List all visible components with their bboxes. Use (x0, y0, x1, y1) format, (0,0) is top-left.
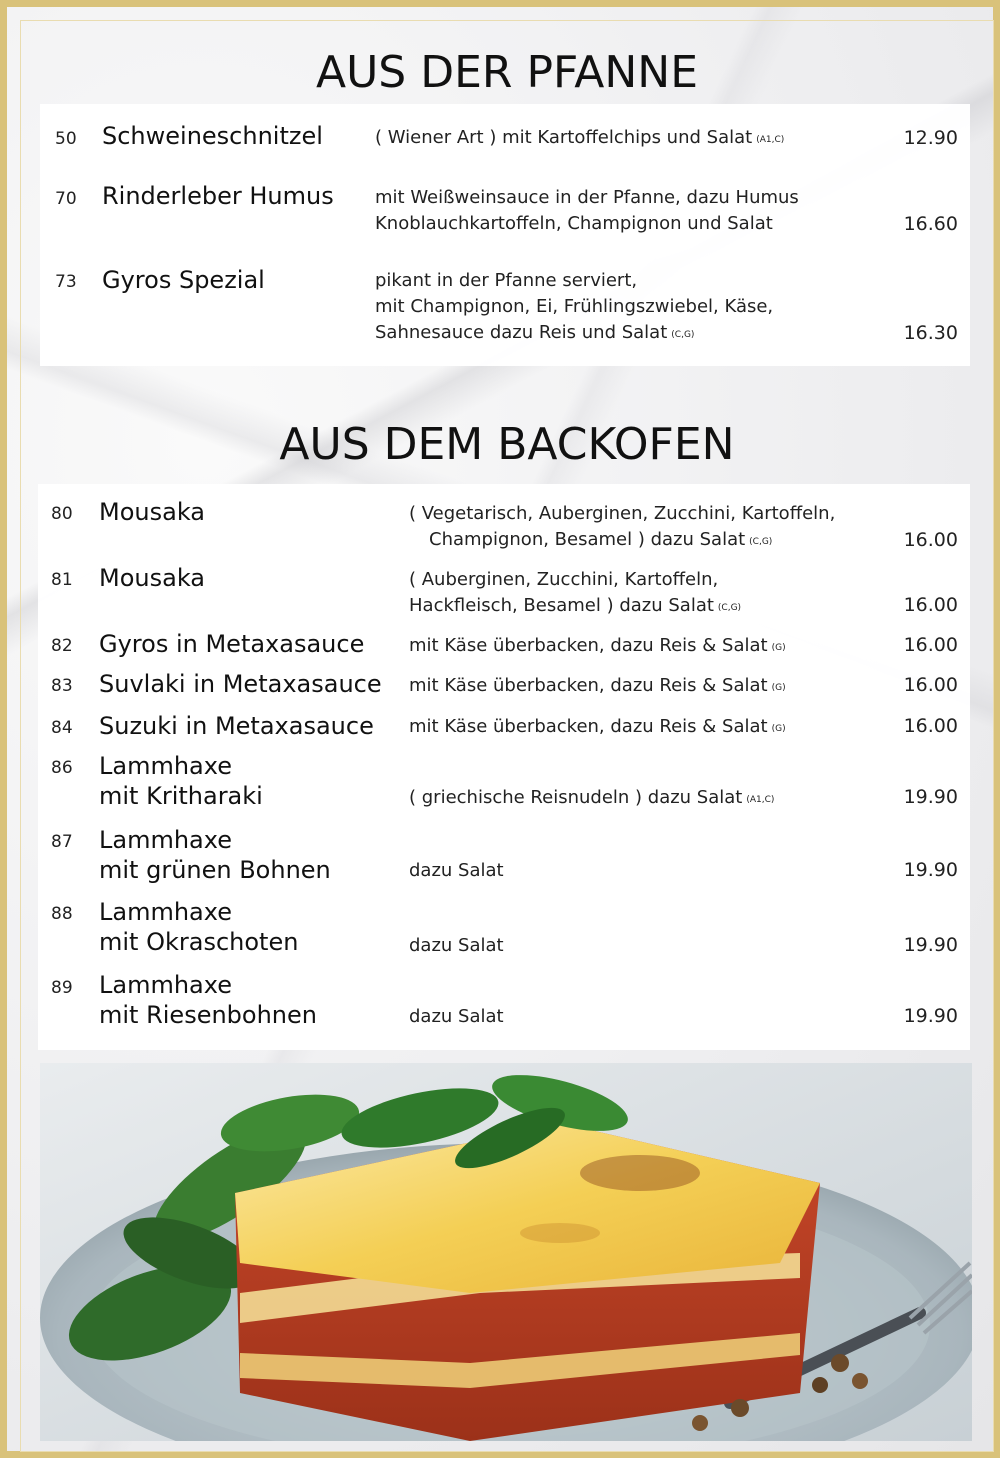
item-name: Lammhaxe mit Riesenbohnen (99, 971, 317, 1029)
allergen-code: (G) (771, 724, 786, 734)
allergen-code: (A1,C) (756, 135, 785, 145)
item-description: mit Käse überbacken, dazu Reis & Salat (G) (409, 716, 786, 737)
allergen-code: (G) (771, 643, 786, 653)
item-number: 73 (55, 272, 77, 292)
section-title-pfanne: AUS DER PFANNE (316, 47, 698, 98)
item-number: 84 (51, 718, 73, 738)
item-description: dazu Salat (409, 935, 504, 956)
item-number: 87 (51, 832, 73, 852)
item-number: 88 (51, 904, 73, 924)
item-name: Suzuki in Metaxasauce (99, 712, 374, 740)
item-number: 83 (51, 676, 73, 696)
item-price: 16.30 (903, 322, 958, 344)
allergen-code: (C,G) (671, 330, 695, 340)
item-price: 19.90 (903, 1005, 958, 1027)
moussaka-dish-photo (40, 1063, 972, 1441)
menu-panel-pfanne (40, 104, 970, 366)
item-name: Rinderleber Humus (102, 182, 334, 210)
item-price: 16.00 (903, 594, 958, 616)
item-name: Schweineschnitzel (102, 122, 323, 150)
allergen-code: (C,G) (717, 603, 742, 613)
item-name: Mousaka (99, 498, 205, 526)
item-name: Lammhaxe mit Kritharaki (99, 752, 263, 810)
menu-panel-backofen (38, 484, 970, 1050)
item-description: pikant in der Pfanne serviert, mit Champignon, Ei, Frühlingszwiebel, Käse, Sahnesauce dazu Reis und Salat (C,G) (375, 270, 774, 343)
item-number: 50 (55, 129, 77, 149)
allergen-code: (G) (771, 683, 786, 693)
item-price: 19.90 (903, 934, 958, 956)
item-name: Suvlaki in Metaxasauce (99, 670, 382, 698)
item-price: 12.90 (903, 127, 958, 149)
item-number: 82 (51, 636, 73, 656)
item-price: 16.60 (903, 213, 958, 235)
item-name: Gyros in Metaxasauce (99, 630, 365, 658)
item-price: 16.00 (903, 674, 958, 696)
item-price: 16.00 (903, 634, 958, 656)
allergen-code: (C,G) (749, 537, 773, 547)
item-description: dazu Salat (409, 860, 504, 881)
item-description: dazu Salat (409, 1006, 504, 1027)
section-title-backofen: AUS DEM BACKOFEN (279, 419, 735, 470)
item-name: Gyros Spezial (102, 266, 265, 294)
item-description: mit Käse überbacken, dazu Reis & Salat (G) (409, 635, 786, 656)
item-name: Lammhaxe mit Okraschoten (99, 898, 299, 956)
item-number: 89 (51, 978, 73, 998)
item-price: 16.00 (903, 715, 958, 737)
item-description: mit Weißweinsauce in der Pfanne, dazu Humus Knoblauchkartoffeln, Champignon und Salat (375, 187, 799, 234)
item-number: 86 (51, 758, 73, 778)
item-price: 19.90 (903, 859, 958, 881)
item-name: Lammhaxe mit grünen Bohnen (99, 826, 331, 884)
item-description: ( Auberginen, Zucchini, Kartoffeln, Hackfleisch, Besamel ) dazu Salat (C,G) (409, 569, 742, 616)
moussaka-illustration (40, 1063, 972, 1441)
item-description: ( griechische Reisnudeln ) dazu Salat (A1,C) (409, 787, 775, 808)
item-description: ( Vegetarisch, Auberginen, Zucchini, Kartoffeln, Champignon, Besamel ) dazu Salat (C,G) (409, 503, 836, 550)
item-number: 80 (51, 504, 73, 524)
item-number: 70 (55, 189, 77, 209)
item-number: 81 (51, 570, 73, 590)
item-price: 16.00 (903, 529, 958, 551)
allergen-code: (A1,C) (746, 795, 775, 805)
item-description: mit Käse überbacken, dazu Reis & Salat (G) (409, 675, 786, 696)
item-name: Mousaka (99, 564, 205, 592)
item-description: ( Wiener Art ) mit Kartoffelchips und Salat (A1,C) (375, 127, 785, 148)
item-price: 19.90 (903, 786, 958, 808)
